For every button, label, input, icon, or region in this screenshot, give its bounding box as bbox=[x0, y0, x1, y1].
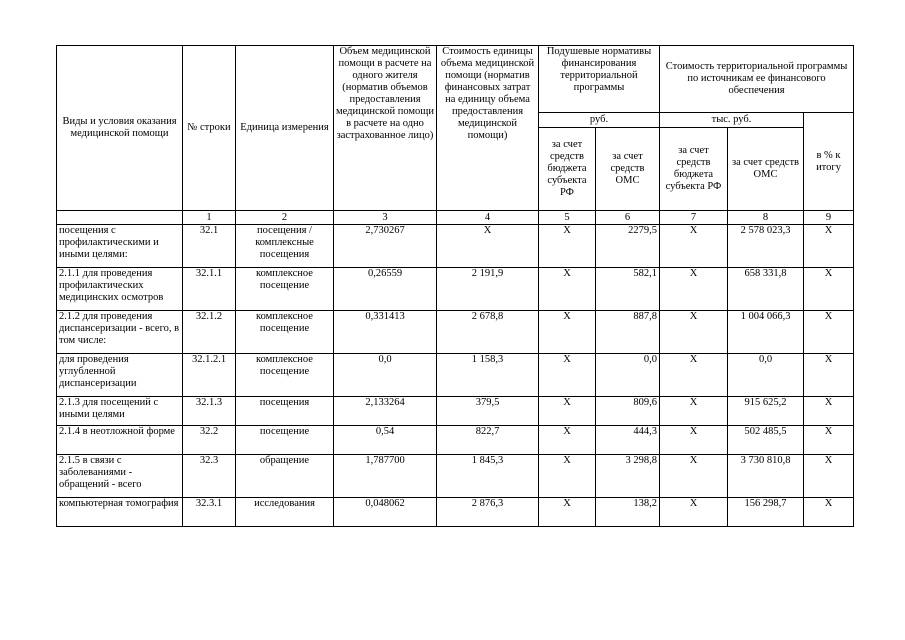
row-cost-budget: X bbox=[660, 354, 728, 397]
table-row bbox=[57, 311, 854, 354]
row-unit-cost: 1 158,3 bbox=[437, 354, 539, 397]
row-unit-cost: 822,7 bbox=[437, 426, 539, 455]
row-code: 32.1.2 bbox=[183, 311, 236, 354]
row-volume: 0,0 bbox=[334, 354, 437, 397]
header-per-capita: Подушевые нормативы финансирования территориальной программы bbox=[539, 46, 660, 113]
row-cost-budget: X bbox=[660, 455, 728, 498]
table-row bbox=[57, 397, 854, 426]
column-number: 8 bbox=[728, 211, 804, 225]
row-cost-budget: X bbox=[660, 426, 728, 455]
column-number-row bbox=[57, 211, 854, 225]
row-unit: комплексное посещение bbox=[236, 311, 334, 354]
row-pc-budget: X bbox=[539, 311, 596, 354]
row-name: 2.1.2 для проведения диспансеризации - всего, в том числе: bbox=[57, 311, 183, 354]
row-percent: X bbox=[804, 311, 854, 354]
table-row bbox=[57, 498, 854, 527]
row-volume: 2,730267 bbox=[334, 225, 437, 268]
row-cost-oms: 502 485,5 bbox=[728, 426, 804, 455]
row-unit-cost: 2 876,3 bbox=[437, 498, 539, 527]
row-code: 32.1.1 bbox=[183, 268, 236, 311]
table-row bbox=[57, 225, 854, 268]
row-pc-oms: 138,2 bbox=[596, 498, 660, 527]
column-number: 3 bbox=[334, 211, 437, 225]
row-cost-oms: 1 004 066,3 bbox=[728, 311, 804, 354]
row-pc-budget: X bbox=[539, 426, 596, 455]
row-pc-oms: 582,1 bbox=[596, 268, 660, 311]
row-cost-oms: 2 578 023,3 bbox=[728, 225, 804, 268]
column-number: 1 bbox=[183, 211, 236, 225]
row-volume: 0,048062 bbox=[334, 498, 437, 527]
column-number: 9 bbox=[804, 211, 854, 225]
column-number: 2 bbox=[236, 211, 334, 225]
row-unit: посещения / комплексные посещения bbox=[236, 225, 334, 268]
row-pc-oms: 2279,5 bbox=[596, 225, 660, 268]
row-name: 2.1.1 для проведения профилактических медицинских осмотров bbox=[57, 268, 183, 311]
header-thousand-rub: тыс. руб. bbox=[660, 113, 804, 128]
row-percent: X bbox=[804, 498, 854, 527]
row-pc-oms: 809,6 bbox=[596, 397, 660, 426]
row-percent: X bbox=[804, 426, 854, 455]
row-pc-budget: X bbox=[539, 397, 596, 426]
row-name: 2.1.4 в неотложной форме bbox=[57, 426, 183, 455]
row-cost-budget: X bbox=[660, 397, 728, 426]
table-row bbox=[57, 354, 854, 397]
row-name: для проведения углубленной диспансеризации bbox=[57, 354, 183, 397]
row-volume: 0,54 bbox=[334, 426, 437, 455]
row-unit-cost: 2 678,8 bbox=[437, 311, 539, 354]
row-volume: 0,26559 bbox=[334, 268, 437, 311]
row-name: 2.1.5 в связи с заболеваниями - обращений - всего bbox=[57, 455, 183, 498]
row-cost-oms: 915 625,2 bbox=[728, 397, 804, 426]
row-cost-oms: 156 298,7 bbox=[728, 498, 804, 527]
row-percent: X bbox=[804, 397, 854, 426]
row-unit: обращение bbox=[236, 455, 334, 498]
row-name: посещения с профилактическими и иными целями: bbox=[57, 225, 183, 268]
row-code: 32.2 bbox=[183, 426, 236, 455]
row-percent: X bbox=[804, 225, 854, 268]
row-pc-oms: 887,8 bbox=[596, 311, 660, 354]
row-code: 32.1.3 bbox=[183, 397, 236, 426]
row-name: 2.1.3 для посещений с иными целями bbox=[57, 397, 183, 426]
row-cost-oms: 0,0 bbox=[728, 354, 804, 397]
row-code: 32.3.1 bbox=[183, 498, 236, 527]
header-percent: в % к итогу bbox=[804, 113, 854, 211]
row-unit-cost: 2 191,9 bbox=[437, 268, 539, 311]
row-cost-budget: X bbox=[660, 498, 728, 527]
header-row-no: № строки bbox=[183, 46, 236, 211]
row-unit-cost: 379,5 bbox=[437, 397, 539, 426]
row-pc-budget: X bbox=[539, 268, 596, 311]
row-percent: X bbox=[804, 268, 854, 311]
row-unit: посещения bbox=[236, 397, 334, 426]
header-type: Виды и условия оказания медицинской помощи bbox=[57, 46, 183, 211]
row-pc-budget: X bbox=[539, 225, 596, 268]
row-pc-budget: X bbox=[539, 354, 596, 397]
row-pc-oms: 444,3 bbox=[596, 426, 660, 455]
row-name: компьютерная томография bbox=[57, 498, 183, 527]
row-cost-budget: X bbox=[660, 268, 728, 311]
row-unit: исследования bbox=[236, 498, 334, 527]
column-number: 5 bbox=[539, 211, 596, 225]
header-cost-budget: за счет средств бюджета субъекта РФ bbox=[660, 128, 728, 211]
row-pc-oms: 3 298,8 bbox=[596, 455, 660, 498]
header-unit: Единица измерения bbox=[236, 46, 334, 211]
header-cost-oms: за счет средств ОМС bbox=[728, 128, 804, 211]
row-pc-budget: X bbox=[539, 455, 596, 498]
column-number-empty bbox=[57, 211, 183, 225]
row-cost-budget: X bbox=[660, 311, 728, 354]
header-pc-budget: за счет средств бюджета субъекта РФ bbox=[539, 128, 596, 211]
header-program-cost: Стоимость территориальной программы по источникам ее финансового обеспечения bbox=[660, 46, 854, 113]
row-pc-oms: 0,0 bbox=[596, 354, 660, 397]
row-cost-oms: 658 331,8 bbox=[728, 268, 804, 311]
row-percent: X bbox=[804, 455, 854, 498]
column-number: 4 bbox=[437, 211, 539, 225]
header-pc-oms: за счет средств ОМС bbox=[596, 128, 660, 211]
medical-care-cost-table bbox=[56, 45, 854, 527]
table-row bbox=[57, 426, 854, 455]
row-code: 32.1.2.1 bbox=[183, 354, 236, 397]
row-volume: 1,787700 bbox=[334, 455, 437, 498]
row-unit-cost: 1 845,3 bbox=[437, 455, 539, 498]
row-cost-budget: X bbox=[660, 225, 728, 268]
header-rub: руб. bbox=[539, 113, 660, 128]
row-percent: X bbox=[804, 354, 854, 397]
row-unit-cost: X bbox=[437, 225, 539, 268]
row-cost-oms: 3 730 810,8 bbox=[728, 455, 804, 498]
row-unit: комплексное посещение bbox=[236, 354, 334, 397]
column-number: 6 bbox=[596, 211, 660, 225]
row-unit: посещение bbox=[236, 426, 334, 455]
row-unit: комплексное посещение bbox=[236, 268, 334, 311]
table-row bbox=[57, 455, 854, 498]
column-number: 7 bbox=[660, 211, 728, 225]
row-code: 32.1 bbox=[183, 225, 236, 268]
header-volume: Объем медицинской помощи в расчете на одного жителя (норматив объемов предоставления медицинской помощи в расчете на одно застрахованное лицо) bbox=[334, 46, 437, 211]
table-row bbox=[57, 268, 854, 311]
row-volume: 0,331413 bbox=[334, 311, 437, 354]
header-unit-cost: Стоимость единицы объема медицинской помощи (норматив финансовых затрат на единицу объема предоставления медицинской помощи) bbox=[437, 46, 539, 211]
row-pc-budget: X bbox=[539, 498, 596, 527]
row-code: 32.3 bbox=[183, 455, 236, 498]
row-volume: 2,133264 bbox=[334, 397, 437, 426]
